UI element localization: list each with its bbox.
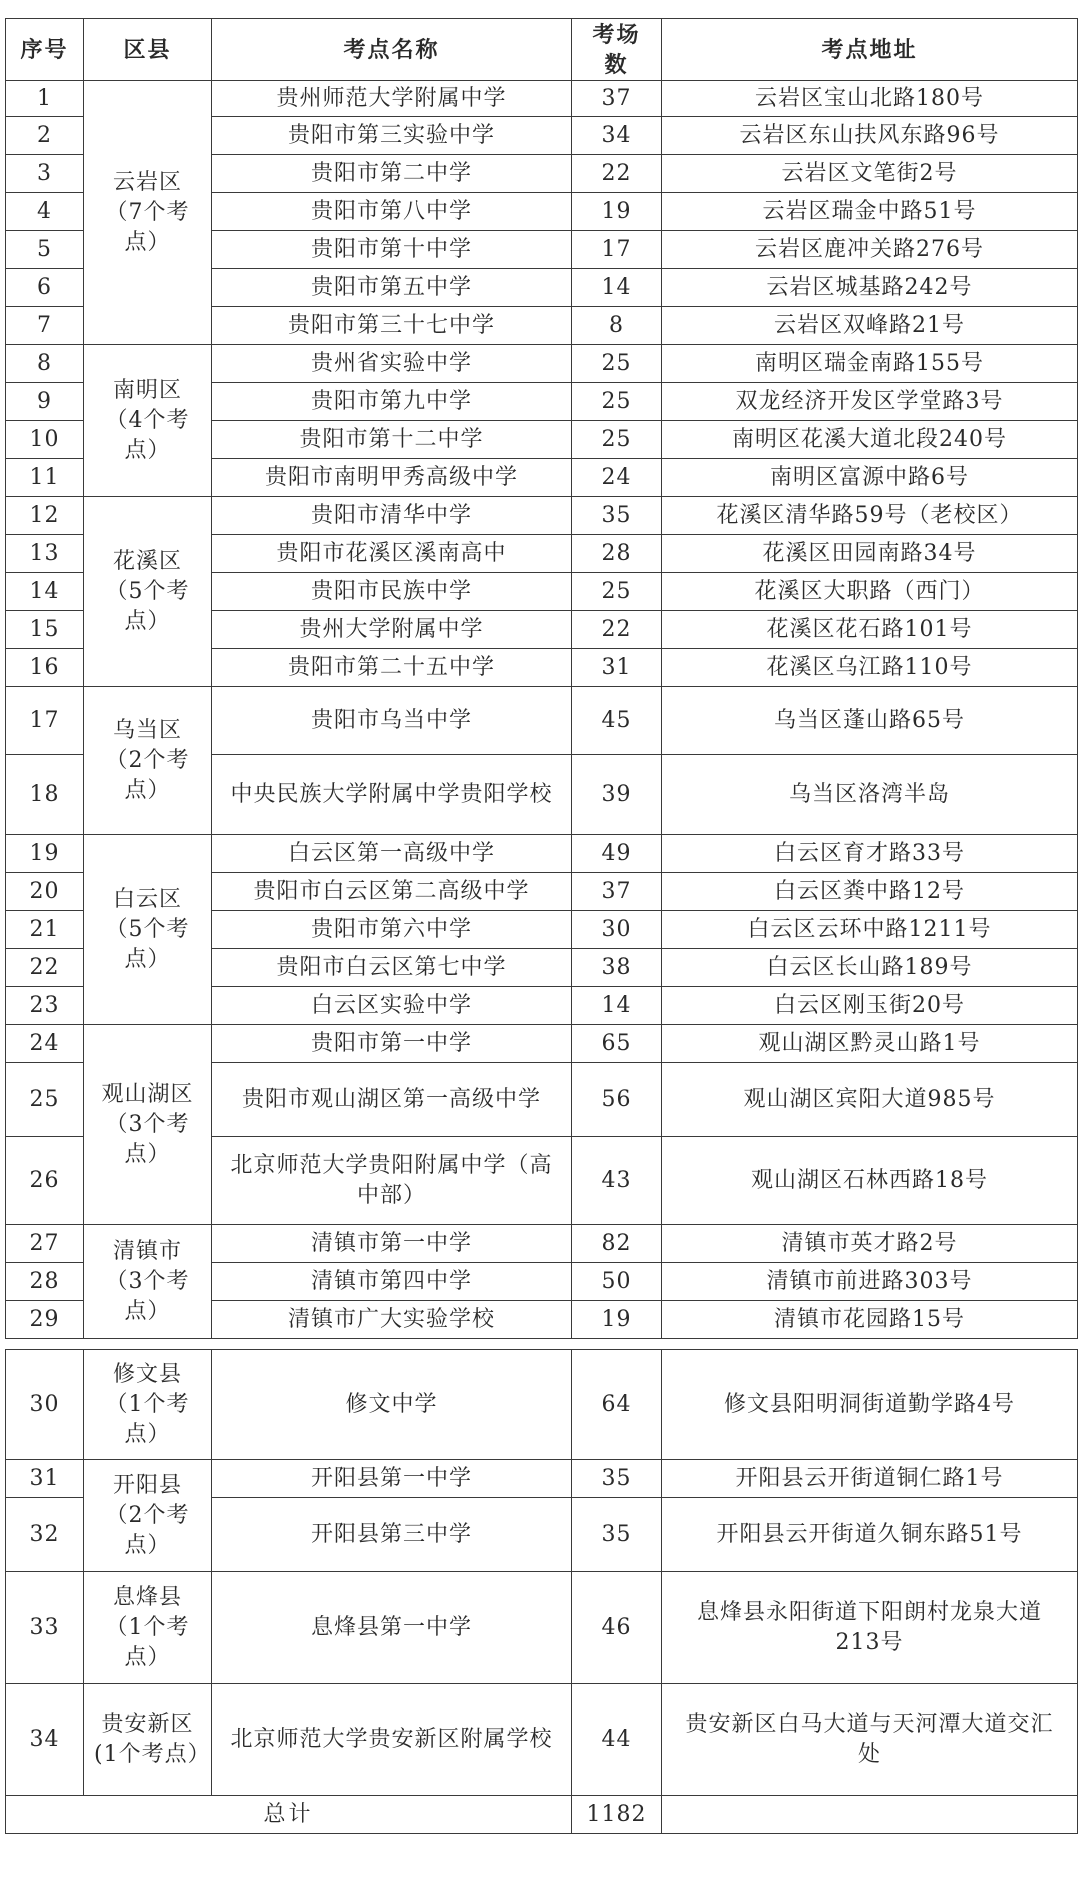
exam-site-list [5, 18, 1077, 1834]
cell-rooms: 35 [572, 1460, 662, 1498]
header-district: 区县 [84, 19, 212, 81]
cell-name: 贵阳市第二十五中学 [212, 649, 572, 687]
cell-name: 贵阳市南明甲秀高级中学 [212, 459, 572, 497]
cell-name: 贵阳市第九中学 [212, 383, 572, 421]
cell-seq: 23 [6, 987, 84, 1025]
cell-seq: 34 [6, 1684, 84, 1796]
cell-seq: 25 [6, 1063, 84, 1137]
cell-rooms: 35 [572, 497, 662, 535]
cell-rooms: 17 [572, 231, 662, 269]
cell-address: 白云区云环中路1211号 [662, 911, 1078, 949]
cell-rooms: 14 [572, 269, 662, 307]
cell-seq: 29 [6, 1301, 84, 1339]
cell-address: 云岩区瑞金中路51号 [662, 193, 1078, 231]
table-row [6, 1350, 1078, 1460]
cell-rooms: 49 [572, 835, 662, 873]
cell-address: 白云区粪中路12号 [662, 873, 1078, 911]
cell-rooms: 38 [572, 949, 662, 987]
cell-seq: 11 [6, 459, 84, 497]
cell-name: 贵阳市白云区第二高级中学 [212, 873, 572, 911]
table-row [6, 1025, 1078, 1063]
cell-address: 花溪区田园南路34号 [662, 535, 1078, 573]
cell-address: 开阳县云开街道久铜东路51号 [662, 1498, 1078, 1572]
cell-name: 白云区第一高级中学 [212, 835, 572, 873]
cell-name: 开阳县第一中学 [212, 1460, 572, 1498]
cell-name: 贵阳市第五中学 [212, 269, 572, 307]
cell-name: 北京师范大学贵安新区附属学校 [212, 1684, 572, 1796]
cell-rooms: 56 [572, 1063, 662, 1137]
cell-rooms: 35 [572, 1498, 662, 1572]
cell-district: 乌当区（2个考点） [84, 687, 212, 835]
cell-name: 贵州大学附属中学 [212, 611, 572, 649]
table-header-row [6, 19, 1078, 81]
cell-name: 开阳县第三中学 [212, 1498, 572, 1572]
cell-seq: 6 [6, 269, 84, 307]
cell-seq: 1 [6, 81, 84, 117]
cell-address: 花溪区乌江路110号 [662, 649, 1078, 687]
total-row [6, 1796, 1078, 1834]
cell-seq: 4 [6, 193, 84, 231]
cell-address: 双龙经济开发区学堂路3号 [662, 383, 1078, 421]
cell-name: 贵阳市第二中学 [212, 155, 572, 193]
cell-address: 南明区富源中路6号 [662, 459, 1078, 497]
cell-address: 息烽县永阳街道下阳朗村龙泉大道213号 [662, 1572, 1078, 1684]
cell-rooms: 39 [572, 755, 662, 835]
cell-address: 清镇市花园路15号 [662, 1301, 1078, 1339]
cell-seq: 14 [6, 573, 84, 611]
cell-name: 贵州师范大学附属中学 [212, 81, 572, 117]
cell-seq: 30 [6, 1350, 84, 1460]
cell-seq: 12 [6, 497, 84, 535]
cell-rooms: 25 [572, 421, 662, 459]
cell-seq: 16 [6, 649, 84, 687]
cell-seq: 21 [6, 911, 84, 949]
cell-seq: 8 [6, 345, 84, 383]
cell-address: 贵安新区白马大道与天河潭大道交汇处 [662, 1684, 1078, 1796]
cell-address: 云岩区文笔街2号 [662, 155, 1078, 193]
cell-rooms: 25 [572, 345, 662, 383]
cell-district: 云岩区（7个考点） [84, 81, 212, 345]
cell-seq: 5 [6, 231, 84, 269]
cell-address: 开阳县云开街道铜仁路1号 [662, 1460, 1078, 1498]
cell-seq: 27 [6, 1225, 84, 1263]
exam-site-table-part-1 [5, 18, 1078, 1339]
cell-district: 清镇市（3个考点） [84, 1225, 212, 1339]
cell-address: 南明区瑞金南路155号 [662, 345, 1078, 383]
header-name: 考点名称 [212, 19, 572, 81]
cell-name: 贵阳市第三实验中学 [212, 117, 572, 155]
cell-seq: 31 [6, 1460, 84, 1498]
cell-address: 云岩区东山扶风东路96号 [662, 117, 1078, 155]
cell-seq: 19 [6, 835, 84, 873]
cell-address: 观山湖区黔灵山路1号 [662, 1025, 1078, 1063]
cell-seq: 15 [6, 611, 84, 649]
cell-seq: 7 [6, 307, 84, 345]
cell-seq: 20 [6, 873, 84, 911]
cell-rooms: 37 [572, 81, 662, 117]
cell-rooms: 25 [572, 383, 662, 421]
cell-rooms: 22 [572, 155, 662, 193]
table-row [6, 1460, 1078, 1498]
cell-address: 白云区长山路189号 [662, 949, 1078, 987]
cell-rooms: 22 [572, 611, 662, 649]
cell-address: 云岩区双峰路21号 [662, 307, 1078, 345]
cell-district: 息烽县（1个考点） [84, 1572, 212, 1684]
cell-address: 白云区育才路33号 [662, 835, 1078, 873]
cell-address: 云岩区宝山北路180号 [662, 81, 1078, 117]
cell-name: 贵阳市第十二中学 [212, 421, 572, 459]
cell-address: 花溪区大职路（西门） [662, 573, 1078, 611]
cell-address: 花溪区花石路101号 [662, 611, 1078, 649]
cell-seq: 13 [6, 535, 84, 573]
total-value: 1182 [572, 1796, 662, 1834]
cell-name: 息烽县第一中学 [212, 1572, 572, 1684]
cell-address: 观山湖区石林西路18号 [662, 1137, 1078, 1225]
cell-seq: 32 [6, 1498, 84, 1572]
cell-seq: 2 [6, 117, 84, 155]
cell-rooms: 37 [572, 873, 662, 911]
cell-name: 清镇市第四中学 [212, 1263, 572, 1301]
cell-name: 贵阳市第六中学 [212, 911, 572, 949]
cell-district: 贵安新区(1个考点） [84, 1684, 212, 1796]
cell-seq: 9 [6, 383, 84, 421]
cell-name: 贵阳市观山湖区第一高级中学 [212, 1063, 572, 1137]
cell-name: 修文中学 [212, 1350, 572, 1460]
cell-name: 贵阳市白云区第七中学 [212, 949, 572, 987]
cell-rooms: 34 [572, 117, 662, 155]
exam-site-table-part-2 [5, 1349, 1078, 1834]
cell-rooms: 50 [572, 1263, 662, 1301]
cell-district: 花溪区（5个考点） [84, 497, 212, 687]
cell-address: 云岩区城基路242号 [662, 269, 1078, 307]
cell-name: 清镇市第一中学 [212, 1225, 572, 1263]
cell-rooms: 82 [572, 1225, 662, 1263]
cell-seq: 26 [6, 1137, 84, 1225]
cell-name: 贵阳市花溪区溪南高中 [212, 535, 572, 573]
cell-name: 贵阳市第一中学 [212, 1025, 572, 1063]
cell-name: 北京师范大学贵阳附属中学（高中部） [212, 1137, 572, 1225]
total-empty-cell [662, 1796, 1078, 1834]
table-row [6, 687, 1078, 755]
cell-seq: 28 [6, 1263, 84, 1301]
cell-seq: 33 [6, 1572, 84, 1684]
cell-address: 乌当区洛湾半岛 [662, 755, 1078, 835]
cell-address: 云岩区鹿冲关路276号 [662, 231, 1078, 269]
total-label: 总计 [6, 1796, 572, 1834]
cell-name: 贵阳市第三十七中学 [212, 307, 572, 345]
cell-district: 修文县（1个考点） [84, 1350, 212, 1460]
cell-address: 清镇市英才路2号 [662, 1225, 1078, 1263]
cell-name: 贵阳市民族中学 [212, 573, 572, 611]
cell-address: 花溪区清华路59号（老校区） [662, 497, 1078, 535]
cell-seq: 24 [6, 1025, 84, 1063]
cell-district: 开阳县（2个考点） [84, 1460, 212, 1572]
cell-rooms: 8 [572, 307, 662, 345]
table-row [6, 1225, 1078, 1263]
cell-seq: 10 [6, 421, 84, 459]
cell-name: 贵州省实验中学 [212, 345, 572, 383]
cell-rooms: 24 [572, 459, 662, 497]
cell-address: 修文县阳明洞街道勤学路4号 [662, 1350, 1078, 1460]
cell-rooms: 19 [572, 1301, 662, 1339]
table-row [6, 81, 1078, 117]
header-seq: 序号 [6, 19, 84, 81]
cell-seq: 17 [6, 687, 84, 755]
header-address: 考点地址 [662, 19, 1078, 81]
cell-name: 中央民族大学附属中学贵阳学校 [212, 755, 572, 835]
header-rooms: 考场数 [572, 19, 662, 81]
cell-district: 白云区（5个考点） [84, 835, 212, 1025]
cell-address: 白云区刚玉街20号 [662, 987, 1078, 1025]
cell-seq: 22 [6, 949, 84, 987]
cell-district: 南明区（4个考点） [84, 345, 212, 497]
table-row [6, 1684, 1078, 1796]
cell-name: 贵阳市乌当中学 [212, 687, 572, 755]
cell-seq: 3 [6, 155, 84, 193]
cell-rooms: 25 [572, 573, 662, 611]
cell-rooms: 30 [572, 911, 662, 949]
cell-seq: 18 [6, 755, 84, 835]
table-row [6, 345, 1078, 383]
table-row [6, 835, 1078, 873]
table-row [6, 1572, 1078, 1684]
cell-rooms: 28 [572, 535, 662, 573]
cell-name: 清镇市广大实验学校 [212, 1301, 572, 1339]
cell-address: 清镇市前进路303号 [662, 1263, 1078, 1301]
cell-rooms: 64 [572, 1350, 662, 1460]
cell-rooms: 46 [572, 1572, 662, 1684]
cell-rooms: 19 [572, 193, 662, 231]
cell-rooms: 43 [572, 1137, 662, 1225]
cell-name: 贵阳市清华中学 [212, 497, 572, 535]
cell-rooms: 65 [572, 1025, 662, 1063]
cell-address: 乌当区蓬山路65号 [662, 687, 1078, 755]
cell-name: 白云区实验中学 [212, 987, 572, 1025]
cell-rooms: 14 [572, 987, 662, 1025]
cell-district: 观山湖区（3个考点） [84, 1025, 212, 1225]
table-row [6, 497, 1078, 535]
cell-name: 贵阳市第十中学 [212, 231, 572, 269]
cell-address: 南明区花溪大道北段240号 [662, 421, 1078, 459]
cell-address: 观山湖区宾阳大道985号 [662, 1063, 1078, 1137]
cell-rooms: 31 [572, 649, 662, 687]
cell-rooms: 44 [572, 1684, 662, 1796]
cell-rooms: 45 [572, 687, 662, 755]
cell-name: 贵阳市第八中学 [212, 193, 572, 231]
